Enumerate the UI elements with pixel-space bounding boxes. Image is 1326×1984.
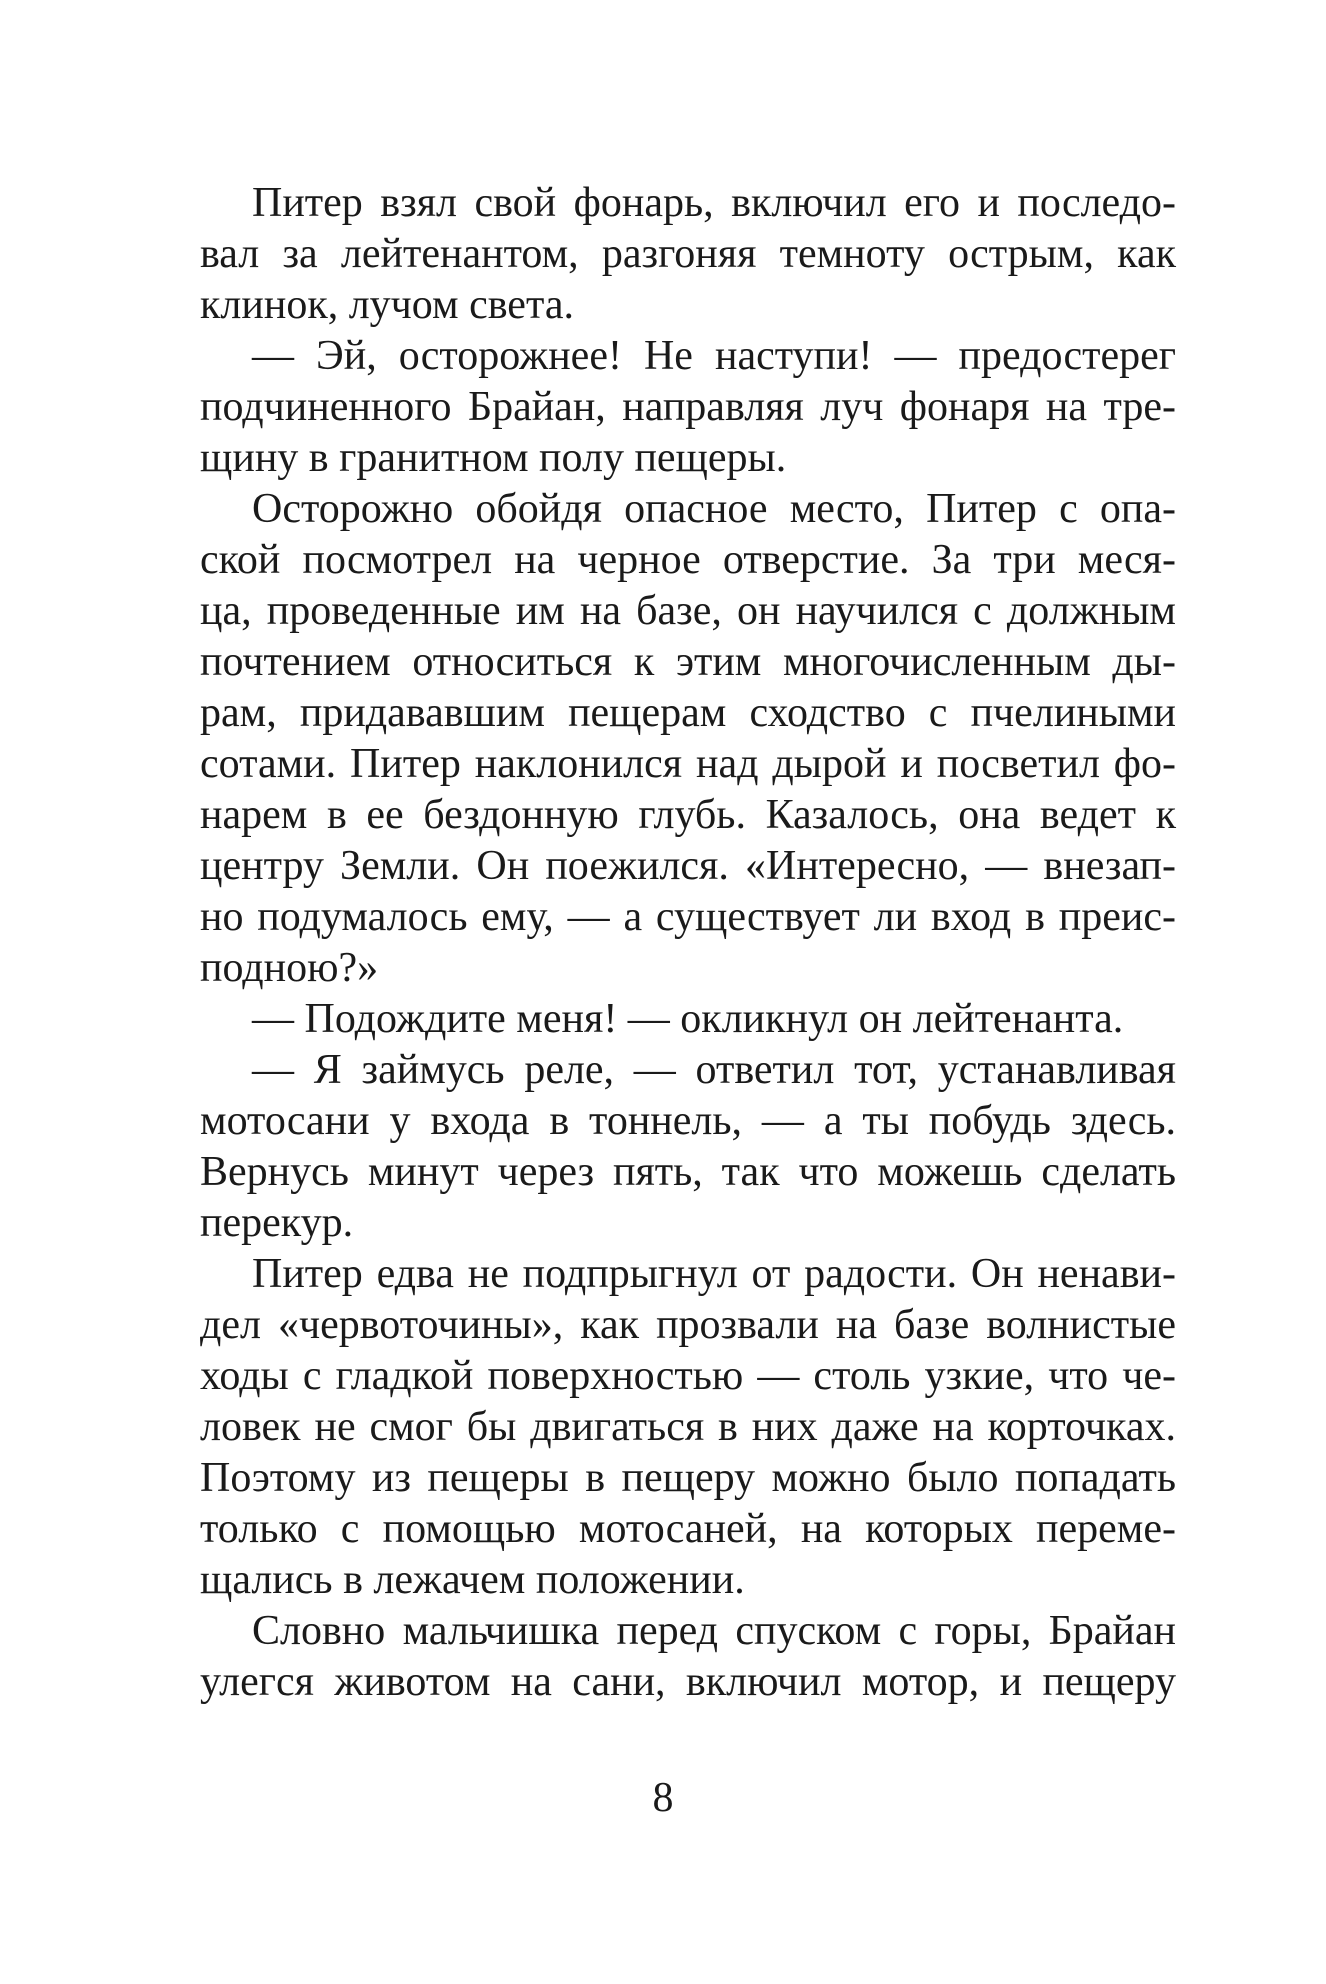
paragraph-3 [200, 484, 1176, 994]
text-line: но подумалось ему, — а существует ли вход в преис- [200, 894, 1176, 940]
text-line: подною?» [200, 945, 379, 991]
text-line: подчиненного Брайан, направляя луч фонаря на тре- [200, 384, 1176, 430]
paragraph-7 [200, 1606, 1176, 1708]
text-line: клинок, лучом света. [200, 282, 574, 328]
text-line: Вернусь минут через пять, так что можешь сделать [200, 1149, 1176, 1195]
text-line: только с помощью мотосаней, на которых переме- [200, 1506, 1176, 1552]
text-line: — Подождите меня! — окликнул он лейтенанта. [252, 996, 1124, 1042]
text-line: улегся животом на сани, включил мотор, и пещеру [200, 1659, 1176, 1705]
text-line: рам, придававшим пещерам сходство с пчелиными [200, 690, 1176, 736]
text-line: сотами. Питер наклонился над дырой и посветил фо- [200, 741, 1176, 787]
paragraph-5 [200, 1045, 1176, 1249]
text-line: ца, проведенные им на базе, он научился с должным [200, 588, 1176, 634]
text-line: почтением относиться к этим многочисленным ды- [200, 639, 1176, 685]
text-line: щались в лежачем положении. [200, 1557, 745, 1603]
text-line: Питер едва не подпрыгнул от радости. Он ненави- [252, 1251, 1176, 1297]
text-line: вал за лейтенантом, разгоняя темноту острым, как [200, 231, 1176, 277]
paragraph-4 [200, 994, 1176, 1045]
text-line: Словно мальчишка перед спуском с горы, Брайан [252, 1608, 1176, 1654]
text-line: центру Земли. Он поежился. «Интересно, — внезап- [200, 843, 1176, 889]
text-line: щину в гранитном полу пещеры. [200, 435, 787, 481]
paragraph-1 [200, 178, 1176, 331]
paragraph-2 [200, 331, 1176, 484]
text-line: — Я займусь реле, — ответил тот, устанавливая [252, 1047, 1176, 1093]
text-line: нарем в ее бездонную глубь. Казалось, она ведет к [200, 792, 1176, 838]
paragraph-6 [200, 1249, 1176, 1606]
text-line: ходы с гладкой поверхностью — столь узкие, что че- [200, 1353, 1176, 1399]
text-line: дел «червоточины», как прозвали на базе волнистые [200, 1302, 1176, 1348]
text-line: — Эй, осторожнее! Не наступи! — предостерег [252, 333, 1176, 379]
page-number: 8 [652, 1775, 674, 1821]
text-line: ской посмотрел на черное отверстие. За три меся- [200, 537, 1176, 583]
text-line: ловек не смог бы двигаться в них даже на корточках. [200, 1404, 1176, 1450]
text-line: Питер взял свой фонарь, включил его и последо- [252, 180, 1176, 226]
text-line: Поэтому из пещеры в пещеру можно было попадать [200, 1455, 1176, 1501]
text-line: мотосани у входа в тоннель, — а ты побудь здесь. [200, 1098, 1176, 1144]
body-text [200, 178, 1176, 1708]
text-line: Осторожно обойдя опасное место, Питер с опа- [252, 486, 1176, 532]
text-line: перекур. [200, 1200, 354, 1246]
